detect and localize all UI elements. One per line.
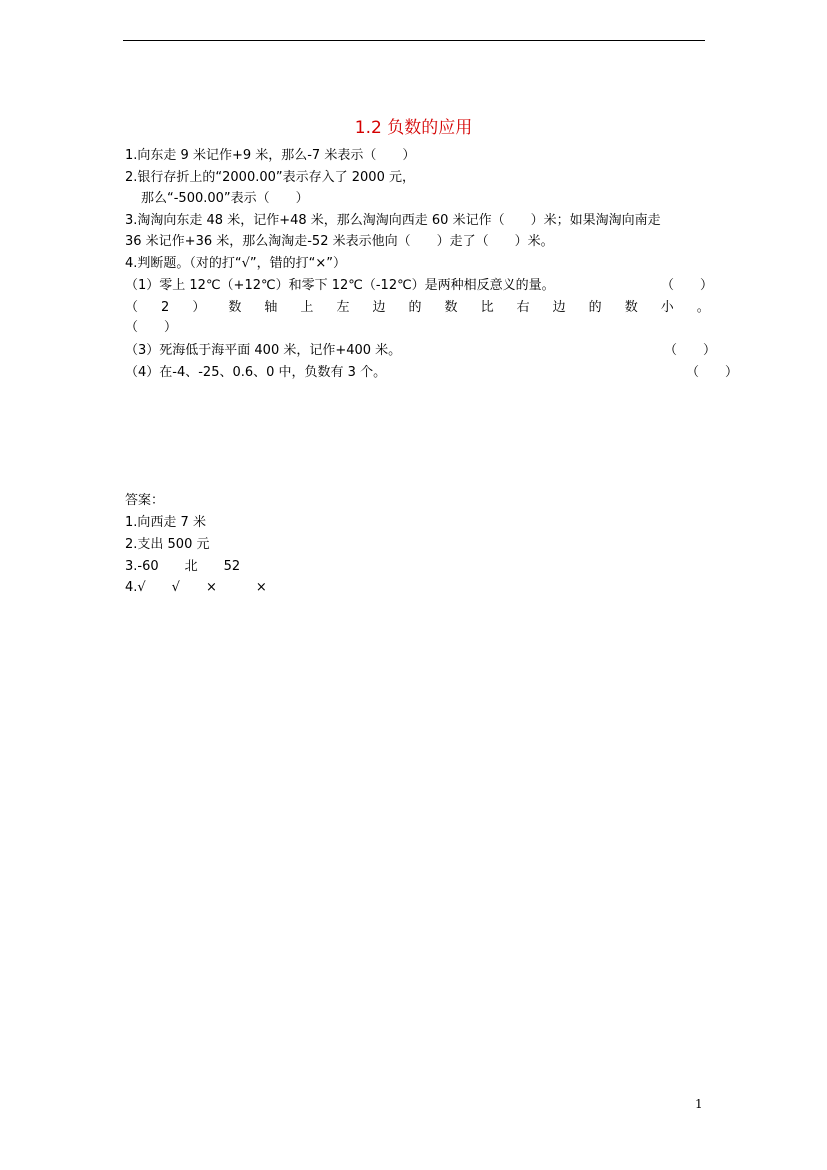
question-3-line-2: 36 米记作+36 米，那么淘淘走-52 米表示他向（ ）走了（ ）米。 xyxy=(125,234,554,249)
judge-item-3-paren: （ ） xyxy=(664,343,717,358)
answer-1: 1.向西走 7 米 xyxy=(125,515,206,530)
judge-item-2-char: 数 xyxy=(228,300,242,315)
judge-item-2-char: 右 xyxy=(516,300,530,315)
header-rule xyxy=(123,40,705,41)
page-number: 1 xyxy=(695,1097,703,1111)
judge-item-1-text: （1）零上 12℃（+12℃）和零下 12℃（-12℃）是两种相反意义的量。 xyxy=(125,278,555,293)
answer-2: 2.支出 500 元 xyxy=(125,537,210,552)
judge-item-4-text: （4）在-4、-25、0.6、0 中，负数有 3 个。 xyxy=(125,365,387,380)
judge-item-3-text: （3）死海低于海平面 400 米，记作+400 米。 xyxy=(125,343,402,358)
judge-item-2-char: ） xyxy=(192,300,206,315)
judge-item-2-char: 数 xyxy=(624,300,638,315)
judge-item-2-char: 边 xyxy=(552,300,566,315)
judge-item-2-text xyxy=(125,299,710,317)
judge-item-2-char: 数 xyxy=(444,300,458,315)
judge-item-2-char: 小 xyxy=(660,300,674,315)
page-title: 1.2 负数的应用 xyxy=(354,118,473,138)
judge-item-2-char: 2 xyxy=(161,300,170,315)
judge-item-2-char: 。 xyxy=(696,300,710,315)
judge-item-2-char: 轴 xyxy=(264,300,278,315)
question-4-intro: 4.判断题。（对的打“√”，错的打“×”） xyxy=(125,256,347,271)
judge-item-4-paren: （ ） xyxy=(686,365,739,380)
judge-item-2-char: 的 xyxy=(588,300,602,315)
question-3-line-1: 3.淘淘向东走 48 米，记作+48 米，那么淘淘向西走 60 米记作（ ）米；如果淘淘向南走 xyxy=(125,213,661,228)
judge-item-2-char: 比 xyxy=(480,300,494,315)
question-2-line-1: 2.银行存折上的“2000.00”表示存入了 2000 元， xyxy=(125,170,415,185)
judge-item-2-char: 上 xyxy=(300,300,314,315)
answers-heading: 答案： xyxy=(125,493,165,508)
judge-item-2-char: 左 xyxy=(336,300,350,315)
judge-item-2-char: （ xyxy=(125,300,139,315)
question-1: 1.向东走 9 米记作+9 米，那么-7 米表示（ ） xyxy=(125,148,416,163)
judge-item-1-paren: （ ） xyxy=(661,278,714,293)
answer-4: 4.√ √ × × xyxy=(125,580,267,595)
judge-item-2-char: 的 xyxy=(408,300,422,315)
answer-3: 3.-60 北 52 xyxy=(125,559,241,574)
question-2-line-2: 那么“-500.00”表示（ ） xyxy=(141,191,309,206)
judge-item-2-paren: （ ） xyxy=(125,320,178,335)
judge-item-2-char: 边 xyxy=(372,300,386,315)
